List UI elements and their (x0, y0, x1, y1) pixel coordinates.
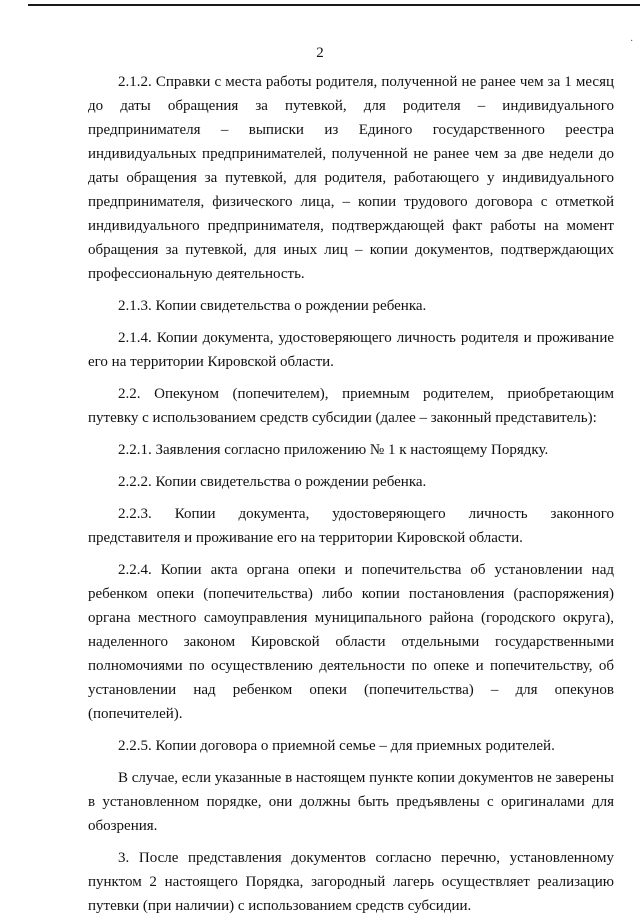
paragraph-2-2-1: 2.2.1. Заявления согласно приложению № 1 к настоящему Порядку. (118, 442, 549, 458)
paragraph-2-2-2: 2.2.2. Копии свидетельства о рождении ребенка. (118, 474, 427, 490)
paragraph-2-2-5: 2.2.5. Копии договора о приемной семье – для приемных родителей. (118, 738, 555, 754)
paragraph-3: 3. После представления документов согласно перечню, установленному пунктом 2 настоящего Порядка, загородный лагерь осуществляет реализацию путевки (при наличии) с использованием средств субсидии. (88, 850, 614, 914)
scan-artifact-mark: · (630, 36, 634, 47)
paragraph-certification-note: В случае, если указанные в настоящем пункте копии документов не заверены в установленном порядке, они должны быть предъявлены с оригиналами для обозрения. (88, 770, 614, 834)
page-number: 2 (316, 45, 324, 61)
paragraph-2-1-3: 2.1.3. Копии свидетельства о рождении ребенка. (118, 298, 427, 314)
document-body (88, 70, 614, 918)
paragraph-2-2: 2.2. Опекуном (попечителем), приемным родителем, приобретающим путевку с использованием средств субсидии (далее – законный представитель): (88, 386, 614, 426)
scan-top-border (28, 4, 640, 6)
paragraph-2-1-2: 2.1.2. Справки с места работы родителя, полученной не ранее чем за 1 месяц до даты обращения за путевкой, для родителя – индивидуального предпринимателя – выписки из Единого государственного реестра индивидуальных предпринимателей, полученной не ранее чем за две недели до даты обращения за путевкой, для родителя, работающего у индивидуального предпринимателя, физического лица, – копии трудового договора с отметкой индивидуального предпринимателя, подтверждающей факт работы на момент обращения за путевкой, для иных лиц – копии документов, подтверждающих профессиональную деятельность. (88, 74, 614, 282)
paragraph-2-2-3: 2.2.3. Копии документа, удостоверяющего личность законного представителя и проживание его на территории Кировской области. (88, 506, 614, 546)
paragraph-2-2-4: 2.2.4. Копии акта органа опеки и попечительства об установлении над ребенком опеки (попечительства) либо копии постановления (распоряжения) органа местного самоуправления муниципального района (городского округа), наделенного законом Кировской области отдельными государственными полномочиями по осуществлению деятельности по опеке и попечительству, об установлении над ребенком опеки (попечительства) – для опекунов (попечителей). (88, 562, 614, 722)
paragraph-2-1-4: 2.1.4. Копии документа, удостоверяющего личность родителя и проживание его на территории Кировской области. (88, 330, 614, 370)
